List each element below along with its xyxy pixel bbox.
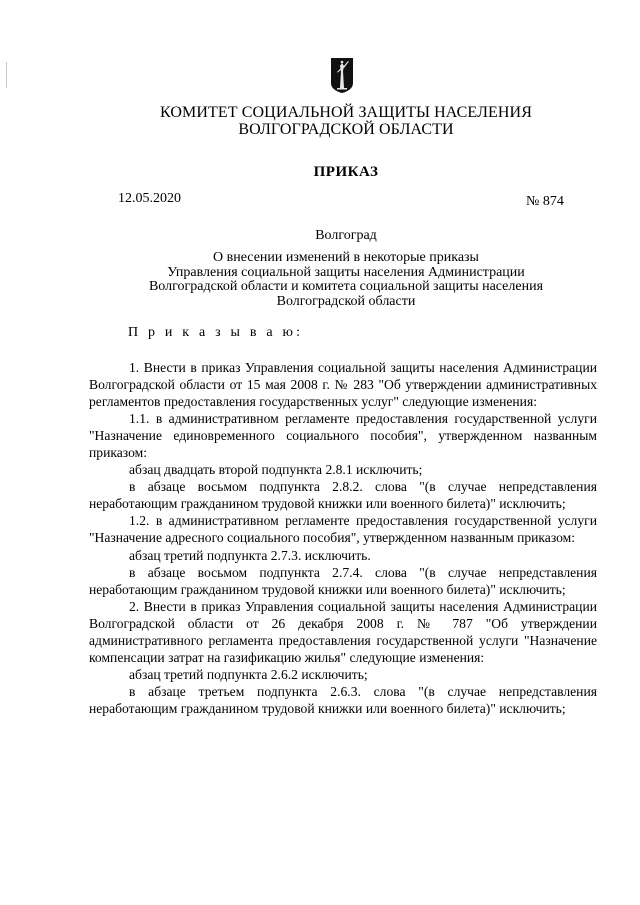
city-name: Волгоград <box>315 228 377 243</box>
subject-line: О внесении изменений в некоторые приказы <box>213 250 479 265</box>
paragraph: абзац третий подпункта 2.6.2 исключить; <box>129 666 368 682</box>
order-body <box>89 359 597 717</box>
paragraph-item-1: 1. Внести в приказ Управления социальной защиты населения Администрации Волгоградской области от 15 мая 2008 г. № 283 "Об утверждении административных регламентов предоставления государственных услуг" следующие изменения: <box>89 360 597 410</box>
paragraph: в абзаце третьем подпункта 2.6.3. слова "(в случае непредставления неработающим гражданином трудовой книжки или военного билета)" исключить; <box>89 683 597 716</box>
paragraph-item-1-1: 1.1. в административном регламенте предоставления государственной услуги "Назначение единовременного социального пособия", утвержденном названным приказом: <box>89 411 597 461</box>
document-title: ПРИКАЗ <box>313 164 379 180</box>
order-subject <box>26 251 640 309</box>
subject-line: Волгоградской области <box>276 293 416 309</box>
orders-label: П р и к а з ы в а ю: <box>128 325 304 340</box>
organization-name-line-1: КОМИТЕТ СОЦИАЛЬНОЙ ЗАЩИТЫ НАСЕЛЕНИЯ <box>160 104 532 121</box>
organization-name-line-2: ВОЛГОГРАДСКОЙ ОБЛАСТИ <box>238 121 454 138</box>
order-number: № 874 <box>526 194 564 209</box>
subject-line: Управления социальной защиты населения Администрации <box>167 264 525 280</box>
scan-edge-mark <box>6 62 7 88</box>
volgograd-coat-of-arms-icon <box>330 57 354 94</box>
order-date: 12.05.2020 <box>118 191 181 206</box>
paragraph-item-2: 2. Внести в приказ Управления социальной защиты населения Администрации Волгоградской области от 26 декабря 2008 г. № 787 "Об утверждении административного регламента предоставления государственной услуги "Назначение компенсации затрат на газификацию жилья" следующие изменения: <box>89 598 597 665</box>
paragraph: абзац двадцать второй подпункта 2.8.1 исключить; <box>129 462 423 478</box>
paragraph: в абзаце восьмом подпункта 2.7.4. слова "(в случае непредставления неработающим гражданином трудовой книжки или военного билета)" исключить; <box>89 564 597 597</box>
paragraph-item-1-2: 1.2. в административном регламенте предоставления государственной услуги "Назначение адресного социального пособия", утвержденном названным приказом: <box>89 513 597 546</box>
paragraph: абзац третий подпункта 2.7.3. исключить. <box>129 547 371 563</box>
subject-line: Волгоградской области и комитета социальной защиты населения <box>148 279 544 294</box>
paragraph: в абзаце восьмом подпункта 2.8.2. слова "(в случае непредставления неработающим гражданином трудовой книжки или военного билета)" исключить; <box>89 479 597 512</box>
